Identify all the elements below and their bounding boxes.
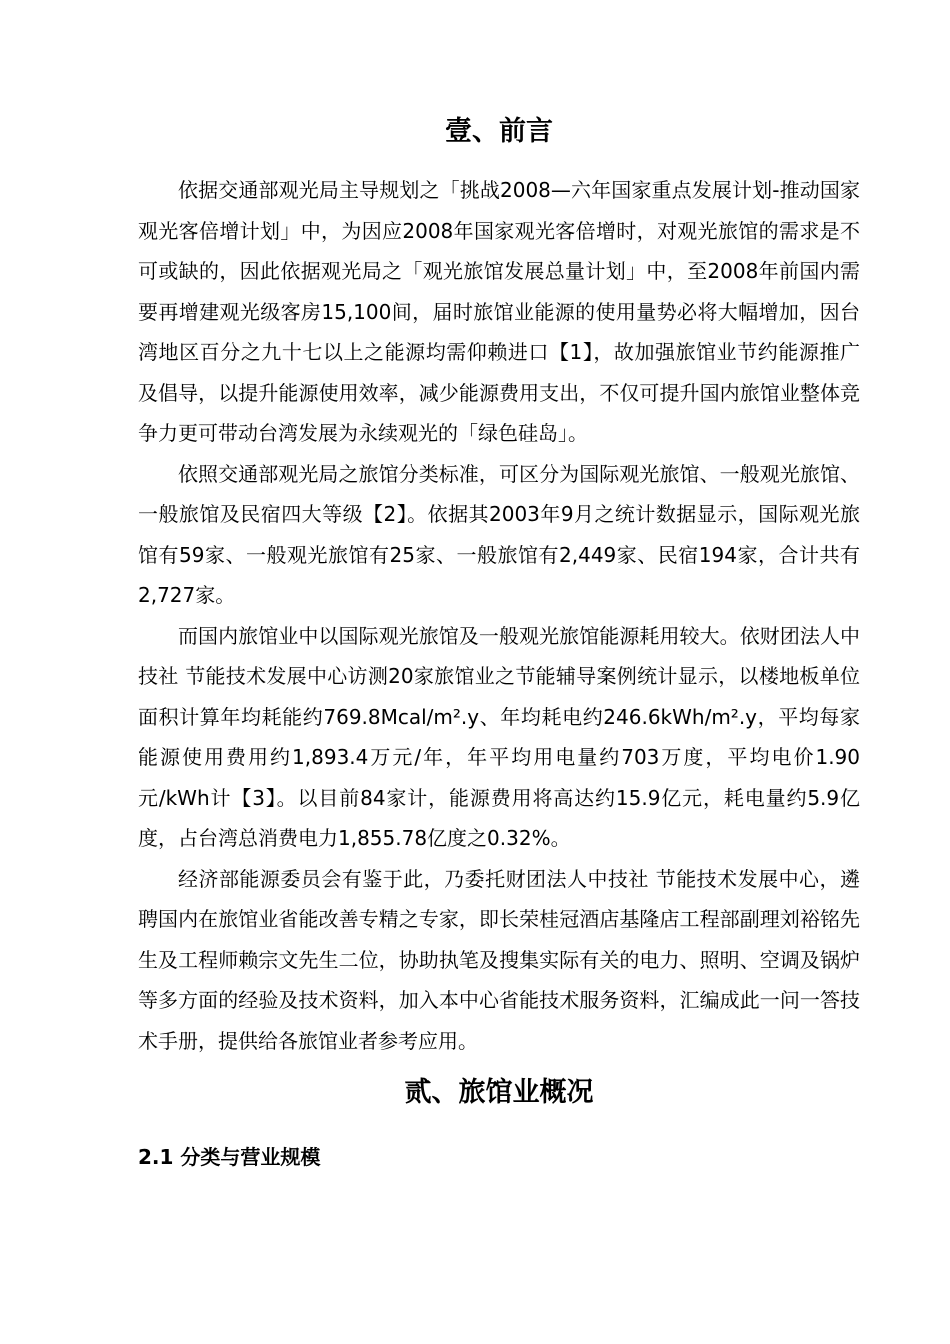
paragraph-3: 而国内旅馆业中以国际观光旅馆及一般观光旅馆能源耗用较大。依财团法人中技社 节能技术发展中心访测20家旅馆业之节能辅导案例统计显示，以楼地板单位面积计算年均耗能约769.8Mcal/m².y、年均耗电约246.6kWh/m².y，平均每家能源使用费用约1,893.4万元/年，年平均用电量约703万度，平均电价1.90元/kWh计【3】。以目前84家计，能源费用将高达约15.9亿元，耗电量约5.9亿度，占台湾总消费电力1,855.78亿度之0.32%。 — [138, 623, 860, 850]
subsection-heading: 2.1 分类与营业规模 — [138, 1145, 321, 1169]
section-heading-overview: 贰、旅馆业概况 — [404, 1077, 594, 1108]
paragraph-4: 经济部能源委员会有鉴于此，乃委托财团法人中技社 节能技术发展中心，遴聘国内在旅馆业省能改善专精之专家，即长荣桂冠酒店基隆店工程部副理刘裕铭先生及工程师赖宗文先生二位，协助执笔及搜集实际有关的电力、照明、空调及锅炉等多方面的经验及技术资料，加入本中心省能技术服务资料，汇编成此一问一答技术手册，提供给各旅馆业者参考应用。 — [138, 866, 860, 1053]
paragraph-1: 依据交通部观光局主导规划之「挑战2008—六年国家重点发展计划-推动国家观光客倍增计划」中，为因应2008年国家观光客倍增时，对观光旅馆的需求是不可或缺的，因此依据观光局之「观光旅馆发展总量计划」中，至2008年前国内需要再增建观光级客房15,100间，届时旅馆业能源的使用量势必将大幅增加，因台湾地区百分之九十七以上之能源均需仰赖进口【1】，故加强旅馆业节约能源推广及倡导，以提升能源使用效率，减少能源费用支出，不仅可提升国内旅馆业整体竞争力更可带动台湾发展为永续观光的「绿色硅岛」。 — [138, 178, 860, 445]
document-page — [138, 112, 860, 1177]
section-heading-preface: 壹、前言 — [445, 116, 553, 147]
paragraph-2: 依照交通部观光局之旅馆分类标准，可区分为国际观光旅馆、一般观光旅馆、一般旅馆及民宿四大等级【2】。依据其2003年9月之统计数据显示，国际观光旅馆有59家、一般观光旅馆有25家、一般旅馆有2,449家、民宿194家，合计共有2,727家。 — [138, 461, 860, 607]
